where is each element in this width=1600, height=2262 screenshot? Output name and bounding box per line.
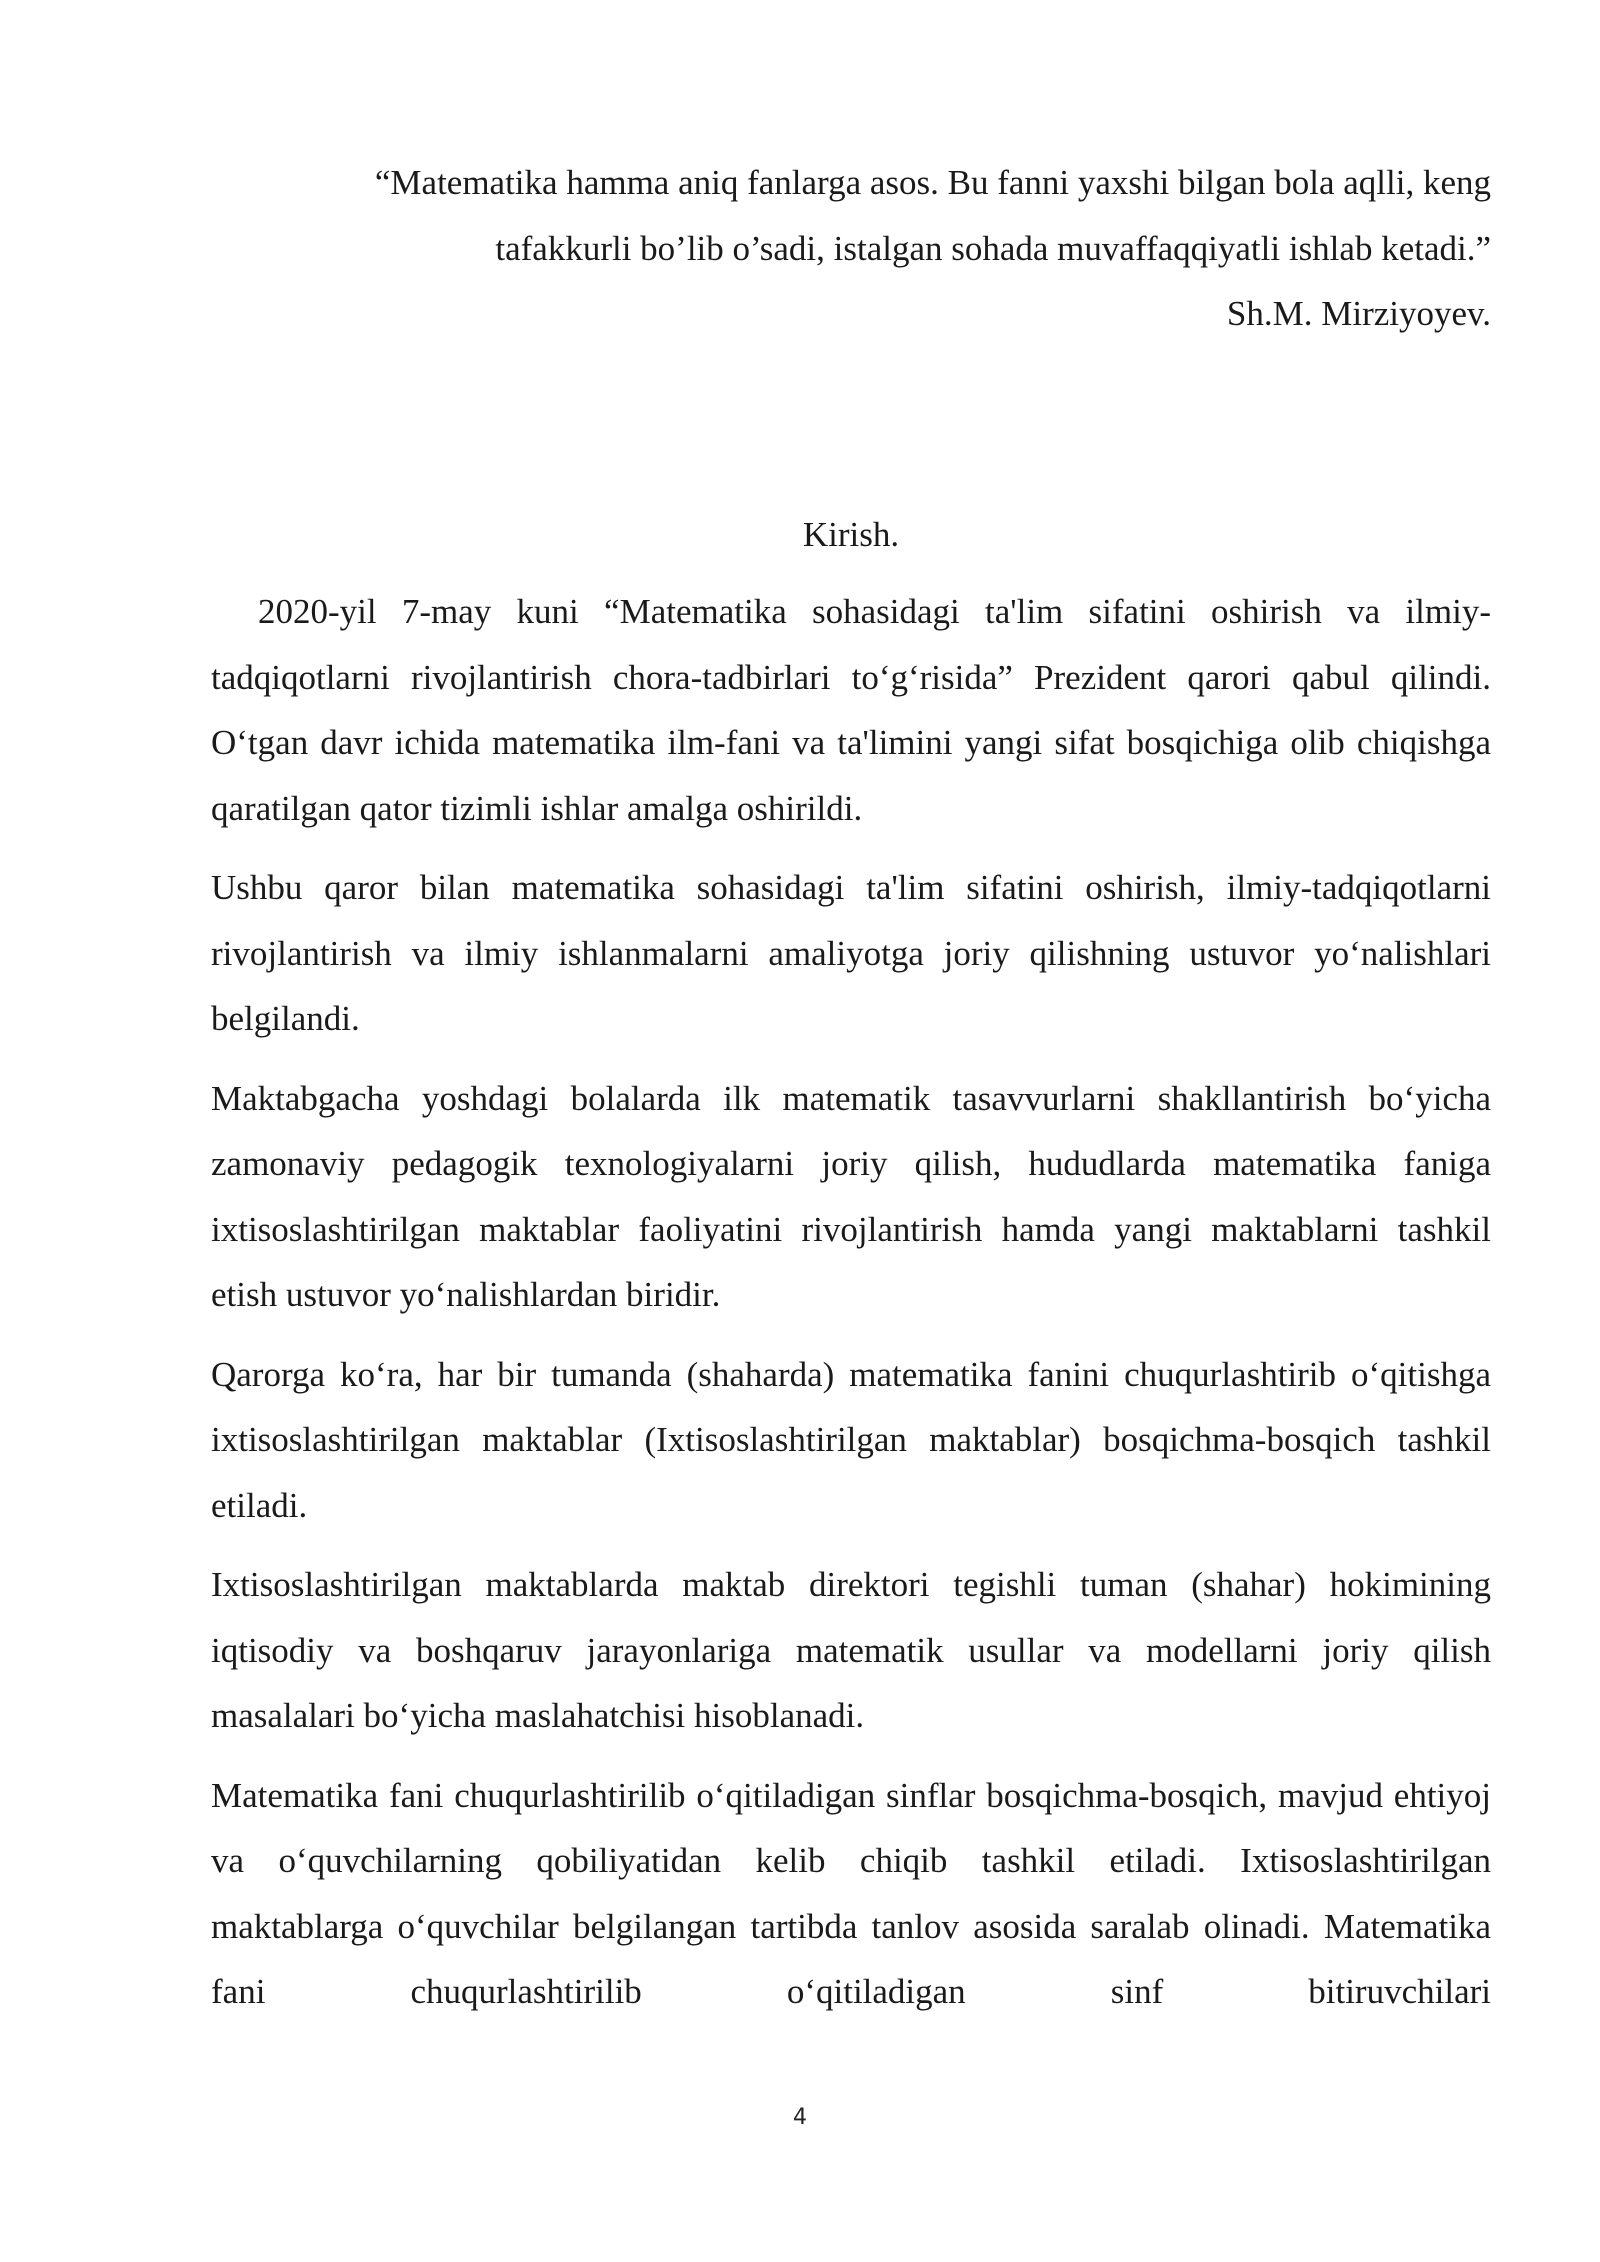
paragraph-1: 2020-yil 7-may kuni “Matematika sohasidagi ta'lim sifatini oshirish va ilmiy-tadqiqotlarni rivojlantirish chora-tadbirlari to‘g‘risida” Prezident qarori qabul qilindi. O‘tgan davr ichida matematika ilm-fani va ta'limini yangi sifat bosqichiga olib chiqishga qaratilgan qator tizimli ishlar amalga oshirildi. [211, 592, 1491, 828]
paragraph-5: Ixtisoslashtirilgan maktablarda maktab direktori tegishli tuman (shahar) hokimining iqtisodiy va boshqaruv jarayonlariga matematik usullar va modellarni joriy qilish masalalari bo‘yicha maslahatchisi hisoblanadi. [211, 1565, 1491, 1735]
epigraph-quote-line-2: tafakkurli bo’lib o’sadi, istalgan sohada muvaffaqqiyatli ishlab ketadi.” [495, 228, 1491, 268]
section-title: Kirish. [802, 514, 900, 554]
page-number: 4 [793, 2105, 807, 2130]
epigraph-author: Sh.M. Mirziyoyev. [1226, 294, 1491, 333]
paragraph-2: Ushbu qaror bilan matematika sohasidagi ta'lim sifatini oshirish, ilmiy-tadqiqotlarni rivojlantirish va ilmiy ishlanmalarni amaliyotga joriy qilishning ustuvor yo‘nalishlari belgilandi. [211, 868, 1491, 1038]
paragraph-6: Matematika fani chuqurlashtirilib o‘qitiladigan sinflar bosqichma-bosqich, mavjud ehtiyoj va o‘quvchilarning qobiliyatidan kelib chiqib tashkil etiladi. Ixtisoslashtirilgan maktablarga o‘quvchilar belgilangan tartibda tanlov asosida saralab olinadi. Matematika fani chuqurlashtirilib o‘qitiladigan sinf bitiruvchilari [211, 1775, 1491, 2011]
epigraph-quote-line-1: “Matematika hamma aniq fanlarga asos. Bu fanni yaxshi bilgan bola aqlli, keng [374, 163, 1491, 202]
page-content [211, 150, 1491, 2039]
paragraph-3: Maktabgacha yoshdagi bolalarda ilk matematik tasavvurlarni shakllantirish bo‘yicha zamonaviy pedagogik texnologiyalarni joriy qilish, hududlarda matematika faniga ixtisoslashtirilgan maktablar faoliyatini rivojlantirish hamda yangi maktablarni tashkil etish ustuvor yo‘nalishlardan biridir. [211, 1078, 1491, 1314]
epigraph [211, 150, 1491, 347]
paragraph-4: Qarorga ko‘ra, har bir tumanda (shaharda) matematika fanini chuqurlashtirib o‘qitishga ixtisoslashtirilgan maktablar (Ixtisoslashtirilgan maktablar) bosqichma-bosqich tashkil etiladi. [211, 1354, 1491, 1525]
